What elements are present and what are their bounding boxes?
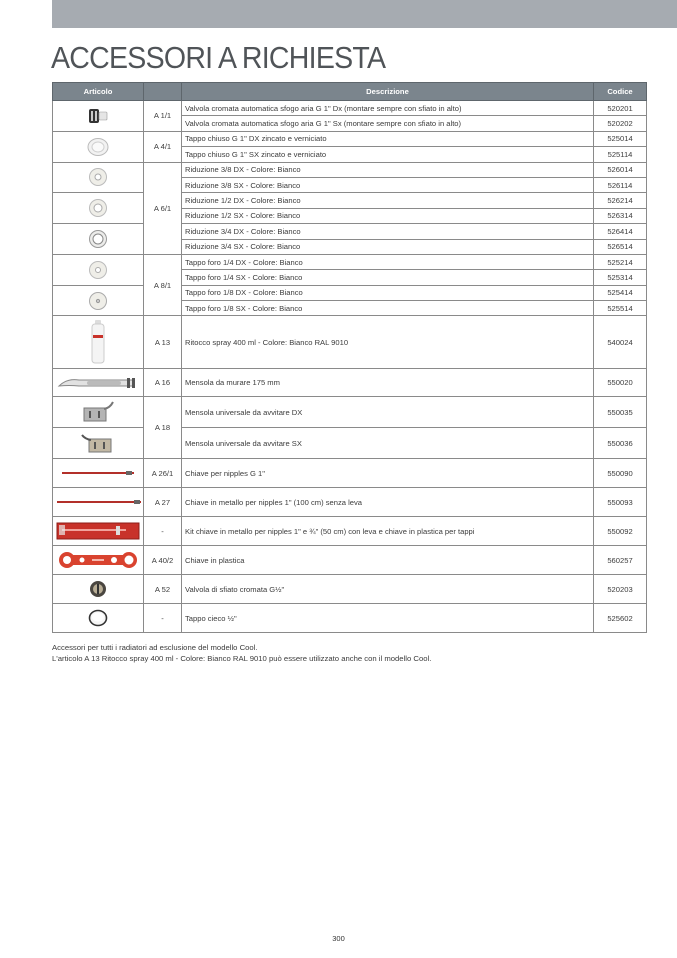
article-code: A 18 <box>144 397 182 459</box>
description: Tappo foro 1/8 SX - Colore: Bianco <box>182 301 594 316</box>
article-code: - <box>144 517 182 546</box>
product-code: 526214 <box>594 193 647 208</box>
product-code: 526014 <box>594 162 647 177</box>
description: Mensola da murare 175 mm <box>182 369 594 397</box>
column-header-article-code <box>144 83 182 101</box>
reducer-icon <box>56 198 140 218</box>
product-image-cell <box>53 101 144 132</box>
spray-can-icon <box>56 319 140 365</box>
table-row <box>53 101 647 116</box>
product-code: 525314 <box>594 270 647 285</box>
product-code: 540024 <box>594 316 647 369</box>
product-code: 526514 <box>594 239 647 254</box>
key-kit-icon <box>56 522 140 540</box>
product-code: 525602 <box>594 604 647 633</box>
product-image-cell <box>53 254 144 285</box>
product-code: 525114 <box>594 147 647 162</box>
page-title: ACCESSORI A RICHIESTA <box>51 40 386 75</box>
footnote: Accessori per tutti i radiatori ad esclusione del modello Cool. <box>52 643 258 652</box>
product-image-cell <box>53 397 144 428</box>
product-code: 550093 <box>594 488 647 517</box>
description: Riduzione 3/4 DX - Colore: Bianco <box>182 224 594 239</box>
bleed-valve-icon <box>56 580 140 598</box>
table-row <box>53 428 647 459</box>
metal-nipple-key-icon <box>56 499 140 505</box>
description: Riduzione 3/8 DX - Colore: Bianco <box>182 162 594 177</box>
table-row <box>53 459 647 488</box>
article-code: A 1/1 <box>144 101 182 132</box>
description: Valvola cromata automatica sfogo aria G 1" Sx (montare sempre con sfiato in alto) <box>182 116 594 131</box>
description: Tappo foro 1/8 DX - Colore: Bianco <box>182 285 594 300</box>
description: Tappo foro 1/4 SX - Colore: Bianco <box>182 270 594 285</box>
table-row <box>53 575 647 604</box>
product-image-cell <box>53 428 144 459</box>
table-row <box>53 316 647 369</box>
table-row <box>53 517 647 546</box>
product-image-cell <box>53 517 144 546</box>
description: Chiave per nipples G 1" <box>182 459 594 488</box>
product-image-cell <box>53 224 144 255</box>
description: Riduzione 1/2 SX - Colore: Bianco <box>182 208 594 223</box>
article-code: - <box>144 604 182 633</box>
product-image-cell <box>53 488 144 517</box>
page-number: 300 <box>332 934 345 943</box>
product-code: 520201 <box>594 101 647 116</box>
product-image-cell <box>53 546 144 575</box>
description: Valvola cromata automatica sfogo aria G 1" Dx (montare sempre con sfiato in alto) <box>182 101 594 116</box>
table-row <box>53 193 647 208</box>
closed-cap-icon <box>56 137 140 157</box>
article-code: A 16 <box>144 369 182 397</box>
article-code: A 26/1 <box>144 459 182 488</box>
description: Riduzione 3/4 SX - Colore: Bianco <box>182 239 594 254</box>
description: Chiave in plastica <box>182 546 594 575</box>
article-code: A 8/1 <box>144 254 182 316</box>
article-code: A 52 <box>144 575 182 604</box>
product-code: 550036 <box>594 428 647 459</box>
table-row <box>53 254 647 269</box>
product-code: 525514 <box>594 301 647 316</box>
air-vent-valve-icon <box>56 106 140 126</box>
product-code: 526414 <box>594 224 647 239</box>
footnote: L'articolo A 13 Ritocco spray 400 ml - Colore: Bianco RAL 9010 può essere utilizzato anche con il modello Cool. <box>52 654 432 663</box>
product-image-cell <box>53 459 144 488</box>
table-row <box>53 131 647 146</box>
product-code: 550092 <box>594 517 647 546</box>
column-header-articolo: Articolo <box>53 83 144 101</box>
article-code: A 13 <box>144 316 182 369</box>
description: Tappo cieco ½" <box>182 604 594 633</box>
hole-cap-icon <box>56 260 140 280</box>
description: Riduzione 3/8 SX - Colore: Bianco <box>182 177 594 192</box>
product-code: 550090 <box>594 459 647 488</box>
product-code: 520202 <box>594 116 647 131</box>
description: Kit chiave in metallo per nipples 1" e ¾" (50 cm) con leva e chiave in plastica per tappi <box>182 517 594 546</box>
product-image-cell <box>53 316 144 369</box>
product-image-cell <box>53 285 144 316</box>
reducer-icon <box>56 167 140 187</box>
product-image-cell <box>53 162 144 193</box>
table-row <box>53 285 647 300</box>
product-image-cell <box>53 575 144 604</box>
product-code: 525414 <box>594 285 647 300</box>
column-header-descrizione: Descrizione <box>182 83 594 101</box>
product-code: 525014 <box>594 131 647 146</box>
table-row <box>53 488 647 517</box>
product-code: 526114 <box>594 177 647 192</box>
article-code: A 6/1 <box>144 162 182 254</box>
description: Tappo chiuso G 1" DX zincato e verniciato <box>182 131 594 146</box>
article-code: A 27 <box>144 488 182 517</box>
screw-bracket-icon <box>56 431 140 455</box>
product-image-cell <box>53 193 144 224</box>
nipple-key-icon <box>56 470 140 476</box>
table-row <box>53 369 647 397</box>
description: Mensola universale da avvitare SX <box>182 428 594 459</box>
product-code: 525214 <box>594 254 647 269</box>
reducer-icon <box>56 229 140 249</box>
product-image-cell <box>53 369 144 397</box>
article-code: A 4/1 <box>144 131 182 162</box>
table-row <box>53 604 647 633</box>
product-code: 520203 <box>594 575 647 604</box>
product-code: 560257 <box>594 546 647 575</box>
product-image-cell <box>53 604 144 633</box>
screw-bracket-icon <box>56 400 140 424</box>
description: Riduzione 1/2 DX - Colore: Bianco <box>182 193 594 208</box>
description: Tappo foro 1/4 DX - Colore: Bianco <box>182 254 594 269</box>
accessories-table <box>52 82 647 633</box>
top-banner <box>52 0 677 28</box>
description: Ritocco spray 400 ml - Colore: Bianco RAL 9010 <box>182 316 594 369</box>
description: Tappo chiuso G 1" SX zincato e verniciato <box>182 147 594 162</box>
description: Mensola universale da avvitare DX <box>182 397 594 428</box>
product-code: 526314 <box>594 208 647 223</box>
product-image-cell <box>53 131 144 162</box>
description: Valvola di sfiato cromata G½" <box>182 575 594 604</box>
hole-cap-icon <box>56 291 140 311</box>
table-header-row <box>53 83 647 101</box>
table-row <box>53 397 647 428</box>
product-code: 550035 <box>594 397 647 428</box>
footnotes <box>52 642 431 664</box>
table-row <box>53 546 647 575</box>
product-code: 550020 <box>594 369 647 397</box>
table-row <box>53 162 647 177</box>
blind-cap-icon <box>56 609 140 627</box>
article-code: A 40/2 <box>144 546 182 575</box>
table-row <box>53 224 647 239</box>
wall-bracket-icon <box>56 376 140 390</box>
description: Chiave in metallo per nipples 1" (100 cm) senza leva <box>182 488 594 517</box>
plastic-wrench-icon <box>56 551 140 569</box>
column-header-codice: Codice <box>594 83 647 101</box>
